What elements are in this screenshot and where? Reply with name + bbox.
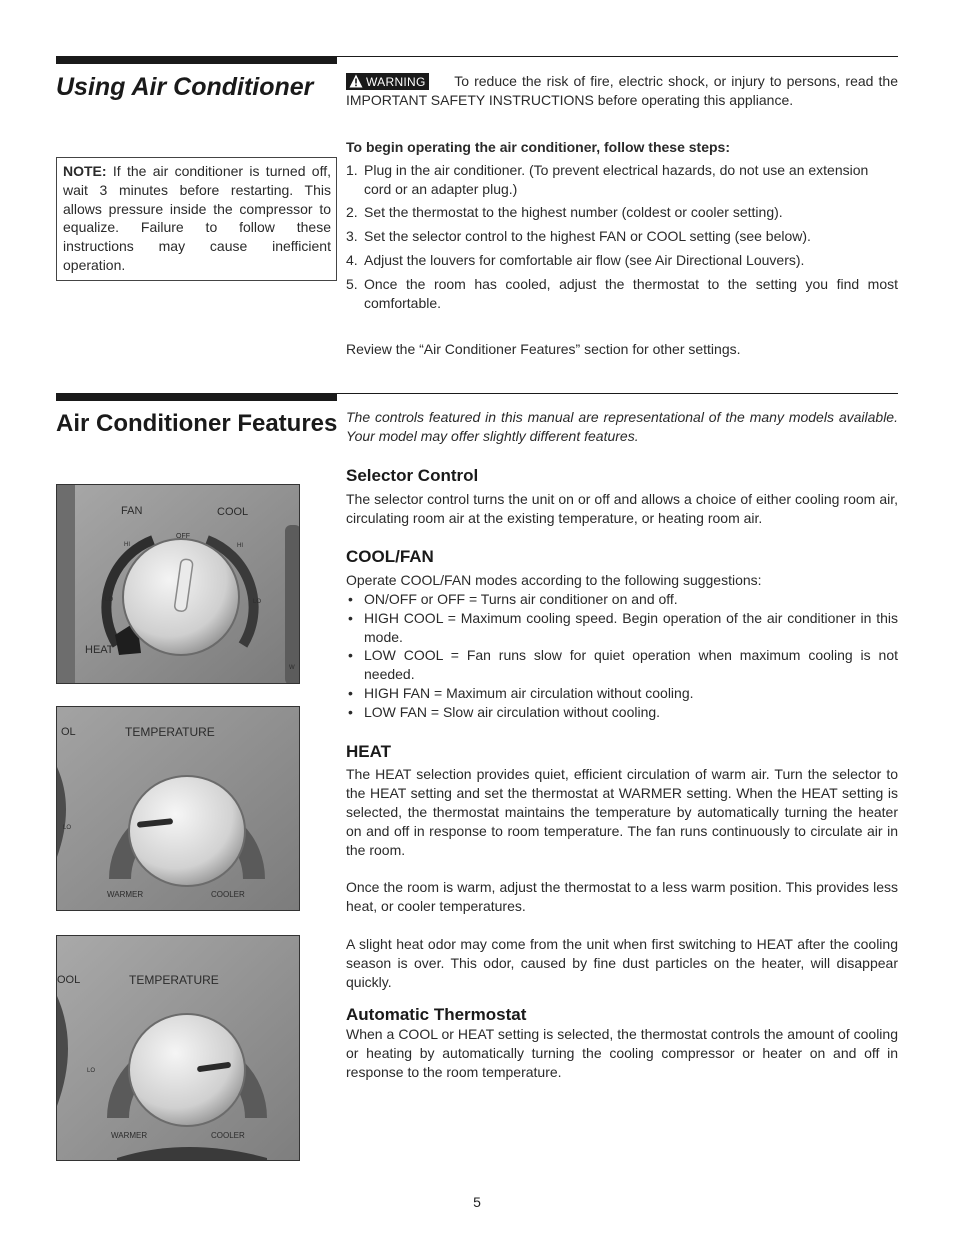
section-title-features: Air Conditioner Features	[56, 410, 338, 437]
thermostat-photo-warmer	[56, 706, 300, 911]
photo-label: COOL	[217, 506, 249, 518]
selector-control-photo	[56, 484, 300, 684]
photo-label: FAN	[121, 505, 143, 517]
step-item: 5. Once the room has cooled, adjust the thermostat to the setting you find most comfortable.	[346, 275, 898, 311]
photo-label: W	[289, 665, 295, 671]
thermostat-text: When a COOL or HEAT setting is selected, the thermostat controls the amount of cooling or heating by automatically turning the cooling compressor or heater on and off in response to the room temperature.	[346, 1026, 898, 1080]
photo-label: HEAT	[85, 644, 114, 656]
list-item: • ON/OFF or OFF = Turns air conditioner on and off.	[348, 590, 678, 607]
thermostat-heading: Automatic Thermostat	[346, 1005, 527, 1025]
thermostat-photo-cooler	[56, 935, 300, 1161]
heat-p1: The HEAT selection provides quiet, efficient circulation of warm air. Turn the selector to the HEAT setting and set the thermostat at WARMER setting. When the HEAT setting is selected, the thermostat maintains the temperature by automatically turning the heater on and off in response to room temperature. The fan runs continuously to circulate air in the room.	[346, 766, 898, 858]
step-item: 3. Set the selector control to the highest FAN or COOL setting (see below).	[346, 228, 811, 245]
photo-label: OL	[61, 726, 76, 738]
photo-label: COOLER	[211, 890, 245, 899]
list-item: • HIGH FAN = Maximum air circulation without cooling.	[348, 684, 694, 701]
step-item: 4. Adjust the louvers for comfortable air flow (see Air Directional Louvers).	[346, 251, 805, 268]
steps-block	[346, 138, 898, 359]
warning-triangle-icon	[349, 74, 363, 88]
photo-label: COOLER	[211, 1131, 245, 1140]
photo-label: LO	[87, 1068, 96, 1074]
heat-heading: HEAT	[346, 741, 392, 761]
list-item: • LOW COOL = Fan runs slow for quiet operation when maximum cooling is not needed.	[348, 647, 898, 683]
page-number: 5	[473, 1194, 481, 1210]
list-item: • LOW FAN = Slow air circulation without cooling.	[348, 703, 661, 720]
coolfan-intro: Operate COOL/FAN modes according to the following suggestions:	[346, 572, 762, 589]
note-label: NOTE:	[63, 163, 107, 179]
section-rule-thick	[56, 56, 337, 64]
warning-label: WARNING	[366, 75, 426, 89]
section-rule-thin	[337, 56, 898, 57]
selector-heading: Selector Control	[346, 466, 479, 485]
heat-p2: Once the room is warm, adjust the thermostat to a less warm position. This provides less heat, or cooler temperatures.	[346, 879, 898, 915]
photo-label: WARMER	[111, 1131, 148, 1140]
photo-label: OOL	[57, 974, 81, 986]
steps-heading: To begin operating the air conditioner, follow these steps:	[346, 139, 730, 155]
section-title-using: Using Air Conditioner	[56, 73, 314, 101]
photo-label: LO	[63, 825, 72, 831]
coolfan-list	[346, 590, 898, 722]
photo-label: HI	[237, 543, 243, 549]
photo-label: TEMPERATURE	[129, 973, 219, 987]
photo-label: LO	[253, 599, 262, 605]
step-item: 2. Set the thermostat to the highest number (coldest or cooler setting).	[346, 204, 783, 221]
heat-p3: A slight heat odor may come from the unit when first switching to HEAT after the cooling season is over. This odor, caused by fine dust particles on the heater, will disappear quickly.	[346, 935, 898, 990]
steps-list	[346, 161, 898, 313]
warning-block	[346, 72, 898, 110]
section-rule-thick	[56, 393, 337, 401]
features-body	[346, 467, 898, 1082]
photo-label: TEMPERATURE	[125, 725, 215, 739]
note-box	[56, 157, 337, 281]
photo-label: HI	[124, 542, 130, 548]
note-text: If the air conditioner is turned off, wait 3 minutes before restarting. This allows pressure inside the compressor to equalize. Failure to follow these instructions may cause inefficient operation.	[63, 163, 332, 273]
warning-badge	[346, 73, 429, 90]
selector-text: The selector control turns the unit on or off and allows a choice of either cooling room air, circulating room air at the existing temperature, or heating room air.	[346, 490, 898, 526]
list-item: • HIGH COOL = Maximum cooling speed. Begin operation of the air conditioner in this mode.	[348, 609, 898, 645]
photo-label: WARMER	[107, 890, 144, 899]
photo-label: OFF	[176, 533, 190, 540]
warning-text: To reduce the risk of fire, electric shock, or injury to persons, read the IMPORTANT SAFETY INSTRUCTIONS before operating this appliance.	[346, 73, 898, 108]
section-rule-thin	[337, 393, 898, 394]
review-text: Review the “Air Conditioner Features” section for other settings.	[346, 341, 741, 358]
coolfan-heading: COOL/FAN	[346, 547, 434, 567]
features-intro: The controls featured in this manual are representational of the many models available. Your model may offer slightly different features.	[346, 409, 898, 444]
photo-label: LO	[105, 597, 114, 603]
step-item: 1. Plug in the air conditioner. (To prevent electrical hazards, do not use an extension cord or an adapter plug.)	[346, 161, 869, 197]
